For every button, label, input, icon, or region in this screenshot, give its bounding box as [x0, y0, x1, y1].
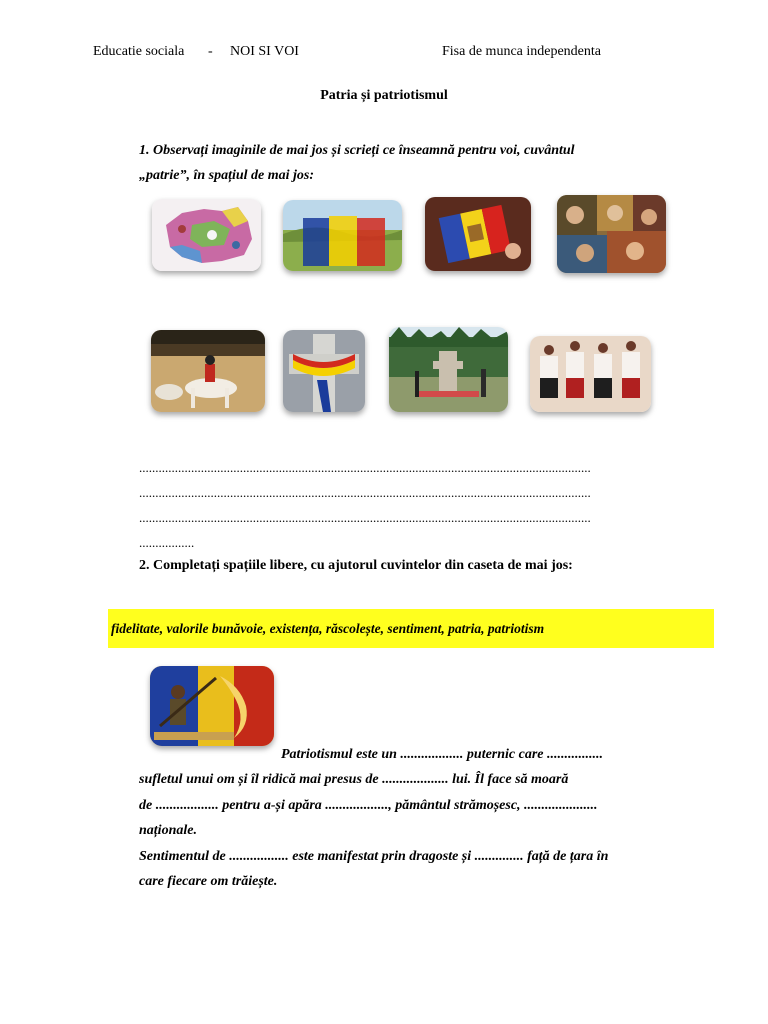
header-subject: Educatie sociala: [93, 44, 185, 59]
exercise1-instruction: [139, 138, 659, 188]
moldova-flag-passport-image: [425, 197, 531, 271]
cross-with-tricolor-ribbon-image: [283, 330, 365, 412]
answer-line[interactable]: ...........................................................................................................................................: [139, 460, 591, 475]
fill-text-line: sufletul unui om și îl ridică mai presus de ................... lui. Îl face să moară: [139, 772, 569, 787]
header-separator: -: [208, 44, 213, 59]
folk-costume-dancers-image: [530, 336, 651, 412]
exercise2-instruction: 2. Completați spațiile libere, cu ajutorul cuvintelor din caseta de mai jos:: [139, 558, 573, 573]
exercise1-line2: „patrie”, în spațiul de mai jos:: [139, 168, 315, 183]
word-box: [108, 609, 714, 648]
horsemen-parade-image: [151, 330, 265, 412]
fill-text-line: de .................. pentru a-și apăra .................., pământul strămoșesc, .....................: [139, 798, 598, 813]
exercise1-line1: 1. Observați imaginile de mai jos și scrieți ce înseamnă pentru voi, cuvântul: [139, 143, 575, 158]
romania-map-image: [152, 199, 261, 271]
soldier-tricolor-image: [150, 666, 274, 746]
answer-line[interactable]: ...........................................................................................................................................: [139, 485, 591, 500]
page-title: Patria și patriotismul: [320, 88, 448, 103]
fill-text-line: Sentimentul de ................. este manifestat prin dragoste și .............. față de țara în: [139, 849, 609, 864]
historical-rulers-collage-image: [557, 195, 666, 273]
fill-text-line: care fiecare om trăiește.: [139, 874, 278, 889]
word-box-text: fidelitate, valorile bunăvoie, existența, răscolește, sentiment, patria, patriotism: [111, 621, 545, 636]
answer-line[interactable]: .................: [139, 535, 195, 550]
header-worksheet-type: Fisa de munca independenta: [442, 44, 602, 59]
fill-text-line: Patriotismul este un .................. puternic care ................: [281, 747, 604, 762]
answer-line[interactable]: ...........................................................................................................................................: [139, 510, 591, 525]
fill-text-line: naționale.: [139, 823, 197, 838]
header-manual: NOI SI VOI: [230, 44, 299, 59]
memorial-monument-image: [389, 327, 508, 412]
flag-landscape-image: [283, 200, 402, 271]
